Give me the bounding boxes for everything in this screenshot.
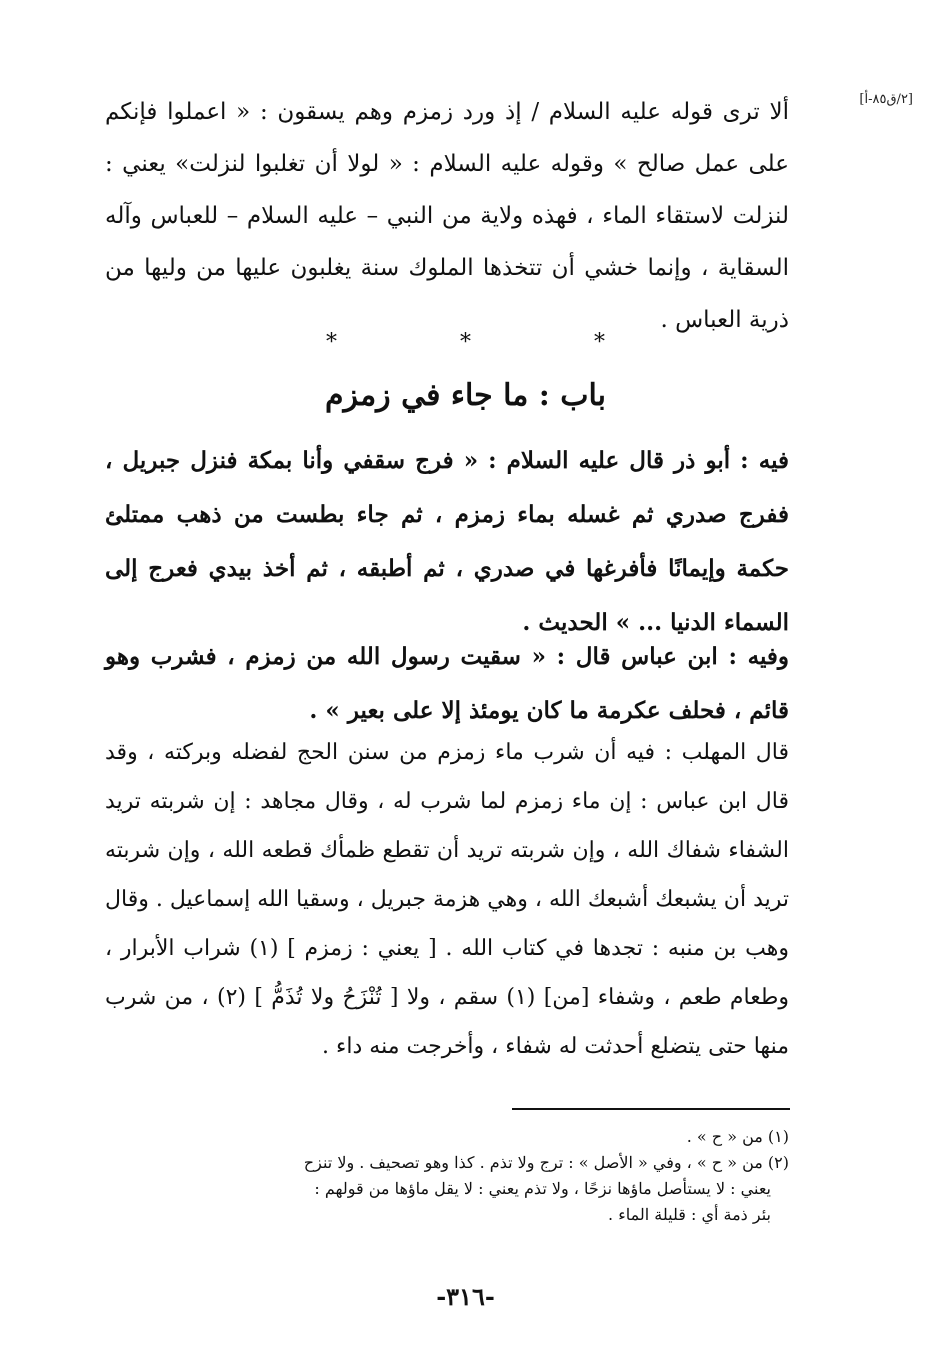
- section-separator: * * *: [326, 330, 663, 355]
- footnote-divider: [512, 1108, 790, 1110]
- paragraph-intro-text: ألا ترى قوله عليه السلام / إذ ورد زمزم وهم يسقون : « اعملوا فإنكم على عمل صالح » وقوله عليه السلام : « لولا أن تغلبوا لنزلت» يعني : لنزلت لاستقاء الماء ، فهذه ولاية من النبي – عليه السلام – للعباس وآله السقاية ، وإنما خشي أن تتخذها الملوك سنة يغلبون عليها من وليها من ذرية العباس .: [105, 99, 789, 333]
- hadith-abu-dhar-text: فيه : أبو ذر قال عليه السلام : « فرج سقفي وأنا بمكة فنزل جبريل ، ففرج صدري ثم غسله بماء زمزم ، ثم جاء بطست من ذهب ممتلئ حكمة وإيمانًا فأفرغها في صدري ، ثم أطبقه ، ثم أخذ بيدي فعرج إلى السماء الدنيا ... » الحديث .: [105, 447, 789, 636]
- hadith-ibn-abbas: [105, 630, 789, 738]
- chapter-heading: باب : ما جاء في زمزم: [324, 378, 607, 413]
- paragraph-intro: [105, 86, 789, 346]
- hadith-abu-dhar: [105, 434, 789, 650]
- footnote-2: (٢) من « ح » ، وفي « الأصل » : ترج ولا تذم . كذا وهو تصحيف . ولا تنزح: [303, 1153, 789, 1172]
- page-number: -٣١٦-: [436, 1282, 495, 1311]
- manuscript-folio-note: [٢/ق٨٥-أ]: [859, 92, 913, 107]
- hadith-ibn-abbas-text: وفيه : ابن عباس قال : « سقيت رسول الله من زمزم ، فشرب وهو قائم ، فحلف عكرمة ما كان يومئذ إلا على بعير » .: [105, 643, 789, 724]
- footnote-2-continued-2: بئر ذمة أي : قليلة الماء .: [608, 1205, 771, 1224]
- commentary-muhallab-text: قال المهلب : فيه أن شرب ماء زمزم من سنن الحج لفضله وبركته ، وقد قال ابن عباس : إن ماء زمزم لما شرب له ، وقال مجاهد : إن شربته تريد الشفاء شفاك الله ، وإن شربته تريد أن تقطع ظمأك قطعه الله ، وإن شربته تريد أن يشبعك أشبعك الله ، وهي هزمة جبريل ، وسقيا الله إسماعيل . وقال وهب بن منبه : تجدها في كتاب الله . [ يعني : زمزم ] (١) شراب الأبرار ، وطعام طعم ، وشفاء [من] (١) سقم ، ولا [ تُنْزَحُ ولا تُذَمُّ ] (٢) ، من شرب منها حتى يتضلع أحدثت له شفاء ، وأخرجت منه داء .: [105, 740, 789, 1059]
- footnote-2-continued: يعني : لا يستأصل ماؤها نزحًا ، ولا تذم يعني : لا يقل ماؤها من قولهم :: [314, 1179, 771, 1198]
- commentary-muhallab: [105, 728, 789, 1071]
- footnote-1: (١) من « ح » .: [686, 1127, 789, 1146]
- footnotes: [105, 1124, 789, 1228]
